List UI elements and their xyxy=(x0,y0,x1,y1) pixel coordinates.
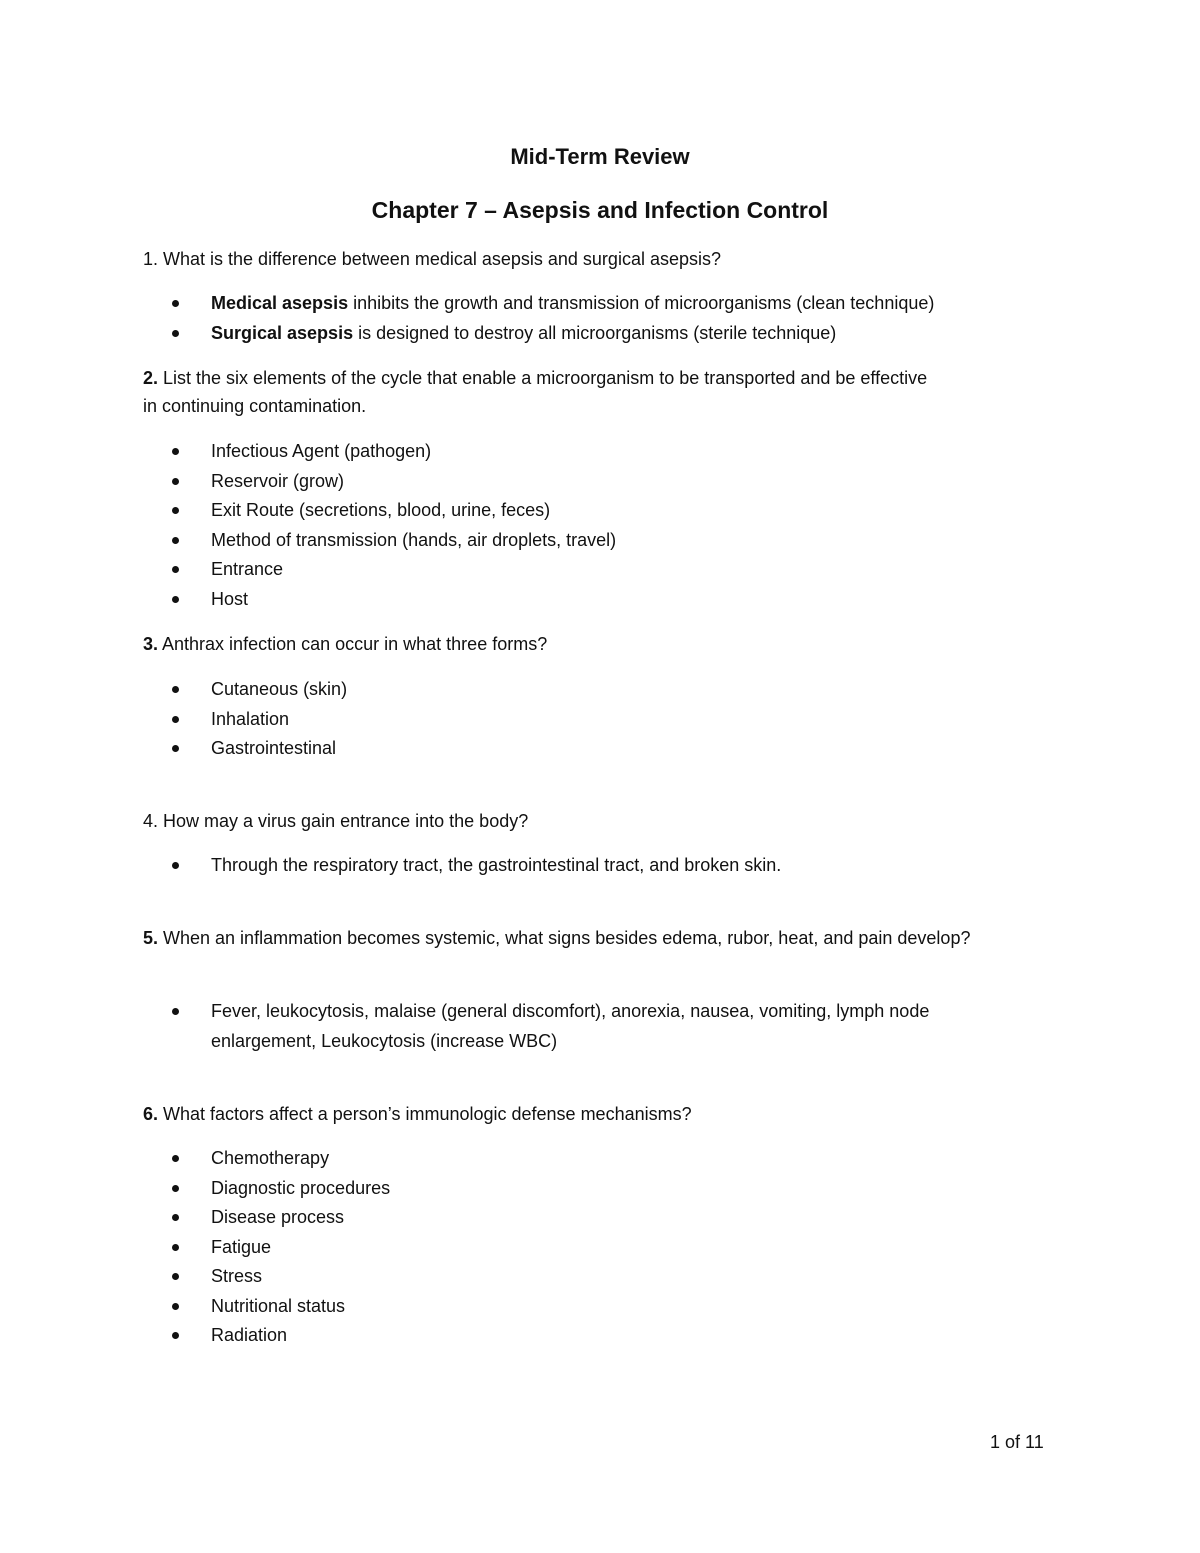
chapter-title: Chapter 7 – Asepsis and Infection Control xyxy=(371,197,829,223)
definition: inhibits the growth and transmission of microorganisms (clean technique) xyxy=(348,293,935,313)
question-6-text xyxy=(143,1100,1023,1128)
question-6 xyxy=(143,1100,1023,1128)
list-item: Infectious Agent (pathogen) xyxy=(172,437,1032,467)
list-item: Entrance xyxy=(172,555,1032,585)
list-item: Inhalation xyxy=(172,705,1032,735)
question-number: 5. xyxy=(143,928,159,948)
question-5-text xyxy=(143,924,973,952)
list-item: Fatigue xyxy=(172,1233,1032,1263)
bullet-icon xyxy=(172,1155,179,1162)
list-item: Nutritional status xyxy=(172,1292,1032,1322)
question-3 xyxy=(143,630,1023,658)
bullet-icon xyxy=(172,1332,179,1339)
bullet-icon xyxy=(172,716,179,723)
list-item xyxy=(172,319,1032,349)
question-4-text xyxy=(143,807,1023,835)
question-number: 1. xyxy=(143,249,159,269)
question-6-answers xyxy=(172,1144,1032,1351)
question-prompt: What factors affect a person’s immunologic defense mechanisms? xyxy=(158,1104,692,1124)
question-prompt: How may a virus gain entrance into the body? xyxy=(158,811,529,831)
bullet-icon xyxy=(172,566,179,573)
bullet-icon xyxy=(172,745,179,752)
question-3-text xyxy=(143,630,1023,658)
bullet-icon xyxy=(172,1273,179,1280)
question-number: 4. xyxy=(143,811,159,831)
list-item: Cutaneous (skin) xyxy=(172,675,1032,705)
question-number: 3. xyxy=(143,634,159,654)
definition: is designed to destroy all microorganisms (sterile technique) xyxy=(353,322,837,343)
bullet-icon xyxy=(172,1303,179,1310)
list-item: Method of transmission (hands, air droplets, travel) xyxy=(172,526,1032,556)
document-title: Mid-Term Review xyxy=(510,144,690,169)
bullet-icon xyxy=(172,300,179,307)
bullet-icon xyxy=(172,596,179,603)
list-item: Diagnostic procedures xyxy=(172,1174,1032,1204)
question-4-answers xyxy=(172,851,1032,881)
term: Surgical asepsis xyxy=(211,322,354,343)
list-item xyxy=(172,289,1032,319)
list-item: Chemotherapy xyxy=(172,1144,1032,1174)
question-5 xyxy=(143,924,973,952)
bullet-icon xyxy=(172,1214,179,1221)
bullet-icon xyxy=(172,330,179,337)
question-2-answers xyxy=(172,437,1032,614)
list-item: Exit Route (secretions, blood, urine, feces) xyxy=(172,496,1032,526)
list-item: Disease process xyxy=(172,1203,1032,1233)
question-1-text xyxy=(143,245,1023,273)
list-item: Gastrointestinal xyxy=(172,734,1032,764)
list-item: Reservoir (grow) xyxy=(172,467,1032,497)
question-1-answers xyxy=(172,289,1032,348)
bullet-icon xyxy=(172,1185,179,1192)
bullet-icon xyxy=(172,448,179,455)
question-2-text xyxy=(143,364,943,420)
question-2 xyxy=(143,364,943,420)
question-4 xyxy=(143,807,1023,835)
list-item: Stress xyxy=(172,1262,1032,1292)
question-prompt: When an inflammation becomes systemic, what signs besides edema, rubor, heat, and pain develop? xyxy=(158,928,971,948)
page-number: 1 of 11 xyxy=(990,1432,1044,1452)
question-1 xyxy=(143,245,1023,273)
question-5-answers xyxy=(172,997,1012,1056)
term: Medical asepsis xyxy=(211,293,349,313)
bullet-icon xyxy=(172,507,179,514)
question-prompt: List the six elements of the cycle that enable a microorganism to be transported and be effective in continuing contamination. xyxy=(143,368,928,416)
bullet-icon xyxy=(172,862,179,869)
bullet-icon xyxy=(172,1244,179,1251)
bullet-icon xyxy=(172,478,179,485)
question-number: 2. xyxy=(143,368,159,388)
question-number: 6. xyxy=(143,1104,159,1124)
list-item: Through the respiratory tract, the gastrointestinal tract, and broken skin. xyxy=(172,851,1032,881)
list-item: Fever, leukocytosis, malaise (general discomfort), anorexia, nausea, vomiting, lymph node enlargement, Leukocytosis (increase WBC) xyxy=(172,997,1012,1056)
question-3-answers xyxy=(172,675,1032,764)
bullet-icon xyxy=(172,1008,179,1015)
question-prompt: What is the difference between medical asepsis and surgical asepsis? xyxy=(158,249,721,269)
bullet-icon xyxy=(172,537,179,544)
list-item: Host xyxy=(172,585,1032,615)
bullet-icon xyxy=(172,686,179,693)
list-item: Radiation xyxy=(172,1321,1032,1351)
question-prompt: Anthrax infection can occur in what three forms? xyxy=(158,634,548,654)
